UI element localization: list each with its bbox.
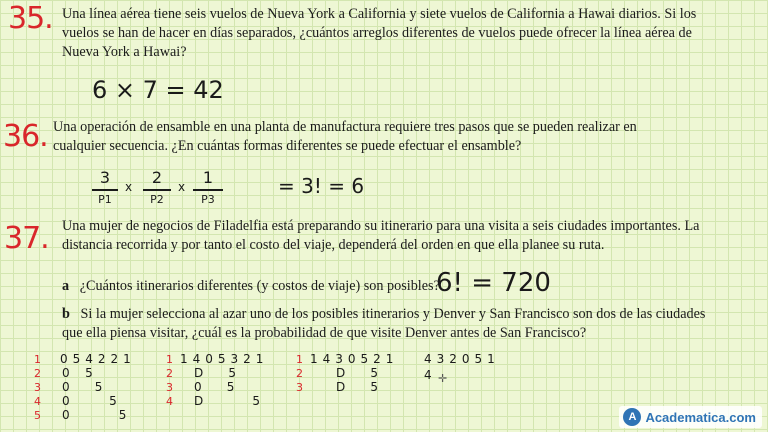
scratch-row: 0 5 — [62, 408, 128, 422]
fraction-2-bar — [143, 189, 171, 191]
scratch-row: 0 5 — [62, 380, 104, 394]
scratch-row: 1405321 — [180, 352, 269, 366]
brand-name: Academatica.com — [645, 409, 756, 425]
fraction-1-bar — [92, 189, 118, 191]
times-sign-1: x — [125, 180, 133, 194]
scratch-index: 5 — [34, 409, 41, 422]
scratch-row: D 5 — [194, 394, 262, 408]
crosshair-cursor-icon: ✛ — [438, 372, 448, 385]
fraction-1-numerator: 3 — [99, 168, 111, 187]
scratch-index: 2 — [34, 367, 41, 380]
scratch-index: 3 — [34, 381, 41, 394]
part-b-label: b — [62, 306, 70, 322]
scratch-index: 1 — [34, 353, 41, 366]
fraction-1-denominator: P1 — [98, 192, 112, 206]
problem-36-number: 36. — [3, 119, 48, 154]
part-a — [62, 277, 440, 296]
scratch-row: 1430521 — [310, 352, 399, 366]
scratch-index: 4 — [34, 395, 41, 408]
fraction-step-3 — [193, 168, 223, 206]
scratch-row: D 5 — [336, 366, 379, 380]
fraction-3-numerator: 1 — [202, 168, 214, 187]
scratch-index: 4 — [166, 395, 173, 408]
fraction-3-bar — [193, 189, 223, 191]
problem-35-work: 6 × 7 = 42 — [92, 76, 224, 104]
scratch-row: 4 — [424, 368, 433, 382]
scratch-index: 1 — [296, 353, 303, 366]
scratch-index: 1 — [166, 353, 173, 366]
scratch-row: 0 5 — [62, 394, 118, 408]
fraction-step-2 — [143, 168, 171, 206]
fraction-step-1 — [92, 168, 118, 206]
scratch-row: 432051 — [424, 352, 500, 366]
scratch-row: D 5 — [194, 366, 237, 380]
part-b-text: Si la mujer selecciona al azar uno de los posibles itinerarios y Denver y San Francisco son dos de las ciudades que ella piensa visitar, ¿cuál es la probabilidad de que visite Denver antes de San Francisco? — [62, 306, 706, 341]
problem-37-number: 37. — [4, 221, 49, 256]
brand-watermark[interactable] — [619, 406, 762, 428]
part-a-answer: 6! = 720 — [436, 268, 551, 298]
scratch-row: D 5 — [336, 380, 379, 394]
scratch-index: 3 — [166, 381, 173, 394]
fraction-2-numerator: 2 — [151, 168, 163, 187]
part-a-text: ¿Cuántos itinerarios diferentes (y costos de viaje) son posibles? — [79, 278, 440, 294]
scratch-index: 2 — [296, 367, 303, 380]
scratch-row: 0 5 — [194, 380, 236, 394]
fraction-3-denominator: P3 — [201, 192, 215, 206]
times-sign-2: x — [178, 180, 186, 194]
problem-35-text: Una línea aérea tiene seis vuelos de Nueva York a California y siete vuelos de California a Hawai diarios. Si los vuelos se han de hacer en días separados, ¿cuántos arreglos diferentes de vuelos puede ofrecer la línea aérea de Nueva York a Hawai? — [62, 6, 697, 60]
problem-35-number: 35. — [8, 1, 53, 36]
scratch-index: 2 — [166, 367, 173, 380]
part-a-label: a — [62, 278, 70, 294]
part-b — [62, 305, 712, 343]
academatica-logo-icon: A — [623, 408, 641, 426]
scratch-row: 0 5 — [62, 366, 94, 380]
scratch-index: 3 — [296, 381, 303, 394]
scratch-row: 054221 — [60, 352, 136, 366]
problem-36-text: Una operación de ensamble en una planta de manufactura requiere tres pasos que se pueden realizar en cualquier secuencia. ¿En cuántas formas diferentes se puede efectuar el ensamble? — [53, 119, 637, 154]
fraction-2-denominator: P2 — [150, 192, 164, 206]
problem-36-result: = 3! = 6 — [278, 174, 365, 198]
problem-37-text: Una mujer de negocios de Filadelfia está preparando su itinerario para una visita a seis ciudades importantes. La distancia recorrida y por tanto el costo del viaje, dependerá del orden en que ella planee su ruta. — [62, 218, 700, 253]
